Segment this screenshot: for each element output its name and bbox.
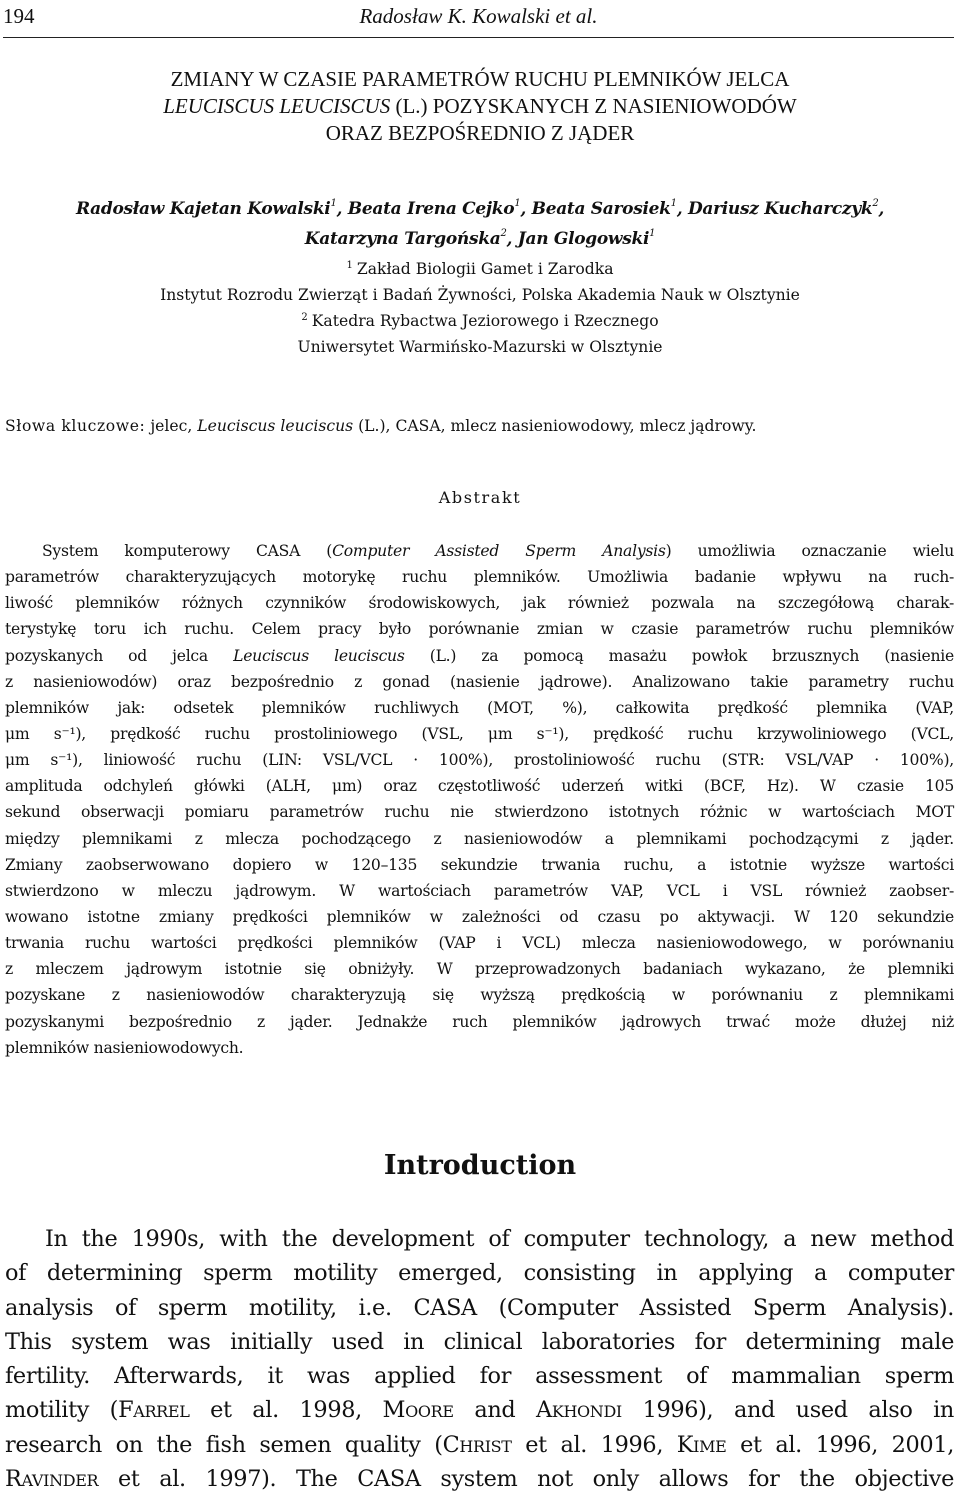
header-rule xyxy=(3,37,954,38)
intro-text: et al. 1996, 2001, xyxy=(726,1431,954,1458)
intro-text: et al. 1998, xyxy=(189,1397,383,1424)
abstract-line: parametrów charakteryzujących motorykę ruchu plemników. Umożliwia badanie wpływu na ruch- xyxy=(5,568,954,587)
author-6-affil: 1 xyxy=(649,228,656,239)
abstract-text: ) umożliwia oznaczanie wielu xyxy=(665,542,954,560)
abstract-line: μm s⁻¹), prędkość ruchu prostoliniowego (VSL, μm s⁻¹), prędkość ruchu krzywoliniowego (VCL, xyxy=(5,724,954,743)
abstract-line: pozyskanymi bezpośrednio z jąder. Jednakże ruch plemników jądrowych trwać może dłużej niż xyxy=(5,1012,954,1031)
abstract-line xyxy=(5,643,954,669)
citation-author: Farrel xyxy=(118,1397,190,1424)
abstract-line: amplituda odchyleń główki (ALH, μm) oraz częstotliwość uderzeń witki (BCF, Hz). W czasie 105 xyxy=(5,777,954,796)
intro-text: motility ( xyxy=(5,1397,119,1424)
citation-author: Moore xyxy=(382,1397,454,1424)
intro-line: of determining sperm motility emerged, consisting in applying a computer xyxy=(5,1260,954,1287)
author-sep: , xyxy=(336,199,348,219)
intro-line xyxy=(5,1462,954,1496)
author-sep: , xyxy=(520,199,532,219)
affiliation-1-institute: Instytut Rozrodu Zwierząt i Badań Żywności, Polska Akademia Nauk w Olsztynie xyxy=(160,286,800,304)
keywords-part-2: (L.), CASA, mlecz nasieniowodowy, mlecz jądrowy. xyxy=(353,417,757,435)
keywords xyxy=(5,413,955,439)
author-5: Katarzyna Targońska xyxy=(304,229,501,249)
citation-author: Christ xyxy=(442,1431,512,1458)
abstract-heading: Abstrakt xyxy=(438,488,522,507)
citation-author: Akhondi xyxy=(536,1397,622,1424)
abstract-italic: Leuciscus leuciscus xyxy=(233,646,405,665)
abstract-line xyxy=(5,538,954,564)
author-sep: , xyxy=(506,229,518,249)
authors-line-1 xyxy=(0,194,960,224)
affiliations xyxy=(0,256,960,360)
intro-text: research on the fish semen quality ( xyxy=(5,1431,443,1458)
authors-line-2 xyxy=(0,224,960,254)
abstract-line: trwania ruchu wartości prędkości plemników (VAP i VCL) mlecza nasieniowodowego, w porównaniu xyxy=(5,934,954,953)
author-1: Radosław Kajetan Kowalski xyxy=(75,199,331,219)
keywords-part-1: jelec, xyxy=(145,417,198,435)
author-1-affil: 1 xyxy=(330,198,337,209)
affiliation-1-text: Zakład Biologii Gamet i Zarodka xyxy=(356,260,614,278)
intro-line: fertility. Afterwards, it was applied for assessment of mammalian sperm xyxy=(5,1363,954,1390)
running-header xyxy=(3,4,954,30)
abstract-line: sekund obserwacji pomiaru parametrów ruchu nie stwierdzono istotnych różnic w wartościach MOT xyxy=(5,803,954,822)
intro-text: et al. 1996, xyxy=(511,1431,677,1458)
author-4-affil: 2 xyxy=(872,198,879,209)
abstract-line: między plemnikami z mlecza pochodzącego z nasieniowodów a plemnikami pochodzącymi z jąder. xyxy=(5,829,954,848)
intro-line: This system was initially used in clinical laboratories for determining male xyxy=(5,1328,954,1355)
citation-author: Kime xyxy=(676,1431,727,1458)
affiliation-2 xyxy=(0,308,960,334)
abstract-line: μm s⁻¹), liniowość ruchu (LIN: VSL/VCL · 100%), prostoliniowość ruchu (STR: VSL/VAP · 100%), xyxy=(5,751,954,770)
affiliation-1 xyxy=(0,256,960,282)
page-number: 194 xyxy=(3,4,35,28)
title-line-2 xyxy=(0,93,960,120)
abstract-line: z mleczem jądrowym istotnie się obniżyły. W przeprowadzonych badaniach wykazano, że plemniki xyxy=(5,960,954,979)
paper-title xyxy=(0,66,960,147)
keywords-species: Leuciscus leuciscus xyxy=(197,417,354,435)
affiliation-2-university: Uniwersytet Warmińsko-Mazurski w Olsztynie xyxy=(297,338,663,356)
introduction-body xyxy=(5,1222,954,1496)
abstract-text: System komputerowy CASA ( xyxy=(42,542,333,560)
abstract-line: plemników jak: odsetek plemników ruchliwych (MOT, %), całkowita prędkość plemnika (VAP, xyxy=(5,698,954,717)
abstract-line: wowano istotne zmiany prędkości plemników w zależności od czasu po aktywacji. W 120 sekundzie xyxy=(5,907,954,926)
author-3-affil: 1 xyxy=(670,198,677,209)
intro-text: et al. 1997). The CASA system not only allows for the objective xyxy=(98,1466,954,1493)
abstract-italic: Computer Assisted Sperm Analysis xyxy=(332,542,666,560)
abstract-line: plemników nasieniowodowych. xyxy=(5,1038,244,1057)
abstract-line: liwość plemników różnych czynników środowiskowych, jak również pozwala na szczegółową charak- xyxy=(5,594,954,613)
author-4: Dariusz Kucharczyk xyxy=(687,199,873,219)
abstract-text: (L.) za pomocą masażu powłok brzusznych (nasienie xyxy=(404,646,954,665)
affiliation-1-marker: 1 xyxy=(346,260,353,271)
keywords-label: Słowa kluczowe: xyxy=(5,417,146,435)
running-authors: Radosław K. Kowalski et al. xyxy=(359,4,598,28)
introduction-heading: Introduction xyxy=(383,1150,577,1181)
intro-line xyxy=(5,1428,954,1462)
citation-author: Ravinder xyxy=(5,1466,99,1493)
title-line-3: ORAZ BEZPOŚREDNIO Z JĄDER xyxy=(325,121,635,145)
intro-line: analysis of sperm motility, i.e. CASA (Computer Assisted Sperm Analysis). xyxy=(5,1294,954,1321)
author-6: Jan Glogowski xyxy=(517,229,650,249)
affiliation-2-text: Katedra Rybactwa Jeziorowego i Rzecznego xyxy=(311,312,659,330)
intro-text: and xyxy=(453,1397,537,1424)
author-2: Beata Irena Cejko xyxy=(347,199,515,219)
author-5-affil: 2 xyxy=(500,228,507,239)
intro-line: In the 1990s, with the development of computer technology, a new method xyxy=(45,1226,954,1252)
abstract-line: pozyskane z nasieniowodów charakteryzują się wyższą prędkością w porównaniu z plemnikami xyxy=(5,986,954,1005)
author-3: Beata Sarosiek xyxy=(531,199,671,219)
intro-line xyxy=(5,1393,954,1427)
author-sep: , xyxy=(676,199,688,219)
abstract-line: terystykę toru ich ruchu. Celem pracy było porównanie zmian w czasie parametrów ruchu plemników xyxy=(5,620,954,639)
title-line-1: ZMIANY W CZASIE PARAMETRÓW RUCHU PLEMNIKÓW JELCA xyxy=(170,67,790,91)
title-line-2-rest: (L.) POZYSKANYCH Z NASIENIOWODÓW xyxy=(390,94,797,118)
abstract-body xyxy=(5,538,954,1061)
author-2-affil: 1 xyxy=(514,198,521,209)
author-sep: , xyxy=(878,199,885,219)
intro-text: 1996), and used also in xyxy=(621,1397,954,1424)
abstract-line: Zmiany zaobserwowano dopiero w 120–135 sekundzie trwania ruchu, a istotnie wyższe wartości xyxy=(5,855,954,874)
affiliation-2-marker: 2 xyxy=(301,312,308,323)
abstract-text: pozyskanych od jelca xyxy=(5,646,234,665)
abstract-line: stwierdzono w mleczu jądrowym. W wartościach parametrów VAP, VCL i VSL również zaobser- xyxy=(5,881,954,900)
title-species: LEUCISCUS LEUCISCUS xyxy=(163,94,391,118)
author-list xyxy=(0,194,960,254)
abstract-line: z nasieniowodów) oraz bezpośrednio z gonad (nasienie jądrowe). Analizowano takie parametry ruchu xyxy=(5,672,954,691)
